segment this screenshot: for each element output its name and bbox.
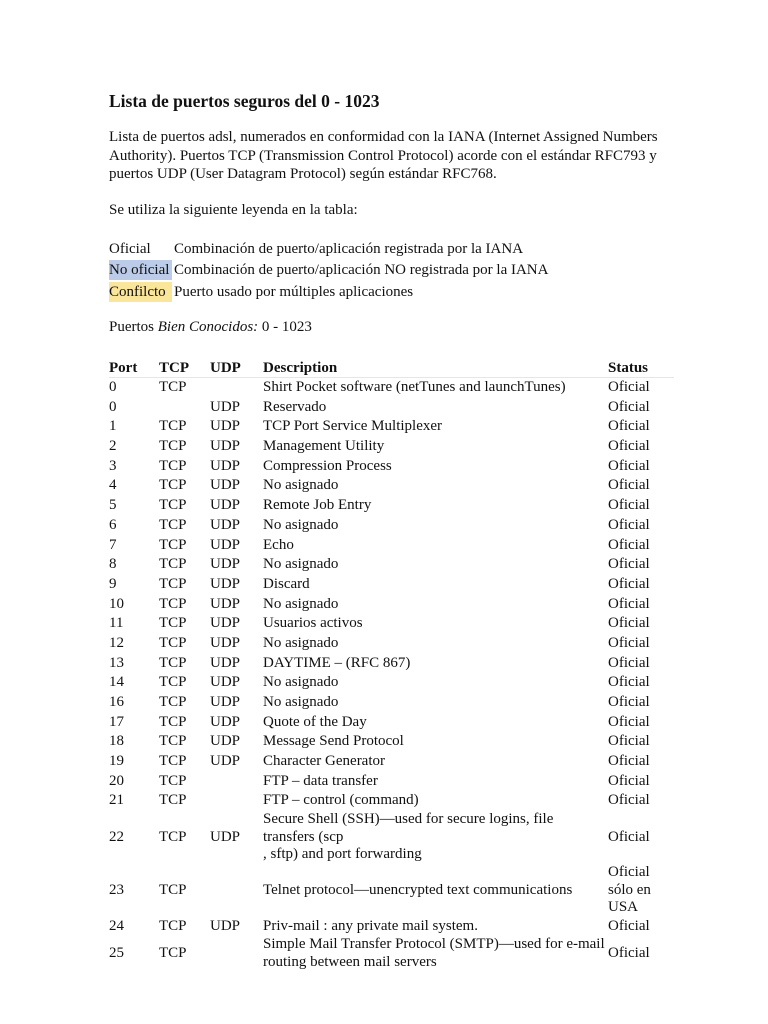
cell-description: No asignado [263,634,339,651]
table-row [109,654,674,674]
cell-port: 22 [109,828,124,845]
cell-udp [210,378,263,398]
cell-udp: UDP [210,477,241,494]
cell-udp: UDP [210,536,241,553]
cell-tcp: TCP [159,477,187,494]
cell-port: 25 [109,945,124,962]
legend-row-conflicto [109,281,548,303]
legend-row-oficial [109,238,548,260]
cell-status: Oficial [608,379,650,396]
cell-udp [210,864,263,917]
cell-status: Oficial [608,595,650,612]
table-row [109,575,674,595]
table-row [109,936,674,971]
cell-udp: UDP [210,615,241,632]
cell-tcp: TCP [159,536,187,553]
known-suffix: 0 - 1023 [258,319,312,335]
cell-port: 4 [109,477,117,494]
cell-description: Management Utility [263,438,385,455]
cell-description: Compression Process [263,457,392,474]
header-port: Port [109,356,159,378]
cell-tcp: TCP [159,917,187,934]
table-row [109,496,674,516]
cell-description: Priv-mail : any private mail system. [263,917,478,934]
cell-status: Oficial [608,694,650,711]
cell-port: 18 [109,733,124,750]
cell-tcp: TCP [159,881,187,898]
table-row [109,476,674,496]
cell-description: Shirt Pocket software (netTunes and launchTunes) [263,379,566,396]
cell-udp [210,772,263,792]
cell-port: 16 [109,694,124,711]
cell-port: 0 [109,379,117,396]
cell-udp: UDP [210,457,241,474]
table-row [109,772,674,792]
table-row [109,864,674,917]
cell-description: Echo [263,536,294,553]
cell-status: Oficial [608,615,650,632]
cell-tcp: TCP [159,713,187,730]
cell-description: Reservado [263,398,327,415]
cell-tcp: TCP [159,772,187,789]
cell-description: FTP – control (command) [263,792,419,809]
legend [109,238,548,303]
cell-description: FTP – data transfer [263,772,378,789]
cell-description: Simple Mail Transfer Protocol (SMTP)—used for e-mail routing between mail servers [263,936,605,970]
cell-description: Telnet protocol—unencrypted text communications [263,881,573,898]
table-row [109,555,674,575]
cell-status: Oficial [608,516,650,533]
cell-udp: UDP [210,556,241,573]
cell-status: Oficial [608,477,650,494]
cell-status: Oficial [608,418,650,435]
cell-port: 12 [109,634,124,651]
table-row [109,673,674,693]
cell-udp: UDP [210,497,241,514]
cell-udp [210,936,263,971]
table-row [109,811,674,864]
legend-intro: Se utiliza la siguiente leyenda en la tabla: [109,202,358,218]
cell-status: Oficial [608,575,650,592]
cell-tcp: TCP [159,792,187,809]
cell-tcp: TCP [159,438,187,455]
table-body [109,378,674,972]
cell-status: Oficial [608,753,650,770]
cell-tcp: TCP [159,516,187,533]
cell-description: Character Generator [263,753,386,770]
cell-status: Oficial [608,438,650,455]
cell-port: 0 [109,398,117,415]
cell-tcp: TCP [159,556,187,573]
cell-tcp: TCP [159,595,187,612]
cell-port: 11 [109,615,124,632]
cell-port: 9 [109,575,117,592]
cell-port: 21 [109,792,124,809]
cell-udp: UDP [210,713,241,730]
legend-desc: Combinación de puerto/aplicación NO registrada por la IANA [174,262,549,279]
known-italic: Bien Conocidos: [157,319,259,335]
cell-udp: UDP [210,753,241,770]
table-row [109,614,674,634]
cell-port: 2 [109,438,117,455]
cell-status: Oficial [608,792,650,809]
cell-tcp: TCP [159,733,187,750]
cell-description: No asignado [263,477,339,494]
header-description: Description [263,356,608,378]
cell-description: No asignado [263,556,339,573]
cell-status: Oficial [608,497,650,514]
cell-status: Oficial [608,733,650,750]
cell-port: 7 [109,536,117,553]
cell-tcp: TCP [159,575,187,592]
cell-udp: UDP [210,438,241,455]
cell-status: Oficial [608,945,650,962]
table-row [109,752,674,772]
cell-status: Oficial [608,398,650,415]
known-prefix: Puertos [109,319,158,335]
cell-tcp: TCP [159,694,187,711]
cell-description: Usuarios activos [263,615,363,632]
cell-description: Remote Job Entry [263,497,372,514]
cell-status: Oficial [608,674,650,691]
cell-udp: UDP [210,694,241,711]
cell-description: No asignado [263,595,339,612]
cell-port: 3 [109,457,117,474]
cell-port: 23 [109,881,124,898]
cell-port: 8 [109,556,117,573]
cell-description: TCP Port Service Multiplexer [263,418,443,435]
legend-key: Oficial [109,240,151,257]
table-row [109,437,674,457]
cell-tcp [159,398,210,418]
cell-description: Secure Shell (SSH)—used for secure logins, file transfers (scp , sftp) and port forwarding [263,811,554,863]
cell-status: Oficial [608,654,650,671]
cell-tcp: TCP [159,634,187,651]
cell-status: Oficial sólo en USA [608,863,651,916]
table-row [109,536,674,556]
cell-port: 14 [109,674,124,691]
table-row [109,457,674,477]
cell-tcp: TCP [159,497,187,514]
table-row [109,417,674,437]
legend-key: Confilcto [109,282,172,302]
cell-status: Oficial [608,634,650,651]
cell-udp: UDP [210,595,241,612]
header-tcp: TCP [159,356,210,378]
cell-description: No asignado [263,694,339,711]
cell-tcp: TCP [159,753,187,770]
cell-status: Oficial [608,457,650,474]
cell-description: DAYTIME – (RFC 867) [263,654,411,671]
cell-status: Oficial [608,828,650,845]
cell-udp: UDP [210,575,241,592]
table-row [109,693,674,713]
cell-udp [210,791,263,811]
cell-udp: UDP [210,917,241,934]
cell-status: Oficial [608,713,650,730]
cell-description: No asignado [263,674,339,691]
cell-udp: UDP [210,418,241,435]
table-row [109,917,674,937]
table-row [109,595,674,615]
cell-port: 1 [109,418,117,435]
known-ports-line [109,319,312,336]
legend-desc: Puerto usado por múltiples aplicaciones [174,283,414,300]
page-title: Lista de puertos seguros del 0 - 1023 [109,91,380,111]
table-row [109,398,674,418]
header-status: Status [608,356,674,378]
cell-udp: UDP [210,516,241,533]
cell-udp: UDP [210,733,241,750]
table-header-row [109,356,674,378]
cell-tcp: TCP [159,457,187,474]
legend-desc: Combinación de puerto/aplicación registrada por la IANA [174,240,524,257]
cell-description: Discard [263,575,310,592]
cell-description: No asignado [263,516,339,533]
cell-tcp: TCP [159,615,187,632]
cell-port: 19 [109,753,124,770]
cell-status: Oficial [608,917,650,934]
table-row [109,713,674,733]
cell-tcp: TCP [159,945,187,962]
cell-udp: UDP [210,398,241,415]
cell-description: Message Send Protocol [263,733,404,750]
cell-tcp: TCP [159,418,187,435]
cell-port: 24 [109,917,124,934]
cell-tcp: TCP [159,654,187,671]
cell-tcp: TCP [159,674,187,691]
cell-port: 10 [109,595,124,612]
table-row [109,732,674,752]
cell-port: 17 [109,713,124,730]
cell-udp: UDP [210,674,241,691]
cell-port: 5 [109,497,117,514]
cell-port: 13 [109,654,124,671]
legend-key: No oficial [109,260,172,280]
cell-port: 6 [109,516,117,533]
table-row [109,378,674,398]
cell-status: Oficial [608,536,650,553]
cell-status: Oficial [608,556,650,573]
cell-description: Quote of the Day [263,713,367,730]
cell-udp: UDP [210,634,241,651]
intro-paragraph: Lista de puertos adsl, numerados en conformidad con la IANA (Internet Assigned Numbers Authority). Puertos TCP (Transmission Control Protocol) acorde con el estándar RFC793 y puertos UDP (User Datagram Protocol) según estándar RFC768. [109,129,658,182]
cell-tcp: TCP [159,379,187,396]
ports-table [109,356,674,972]
cell-status: Oficial [608,772,650,789]
legend-row-no-oficial [109,260,548,282]
cell-udp: UDP [210,828,241,845]
table-row [109,516,674,536]
cell-udp: UDP [210,654,241,671]
cell-tcp: TCP [159,828,187,845]
table-row [109,634,674,654]
header-udp: UDP [210,356,263,378]
cell-port: 20 [109,772,124,789]
table-row [109,791,674,811]
